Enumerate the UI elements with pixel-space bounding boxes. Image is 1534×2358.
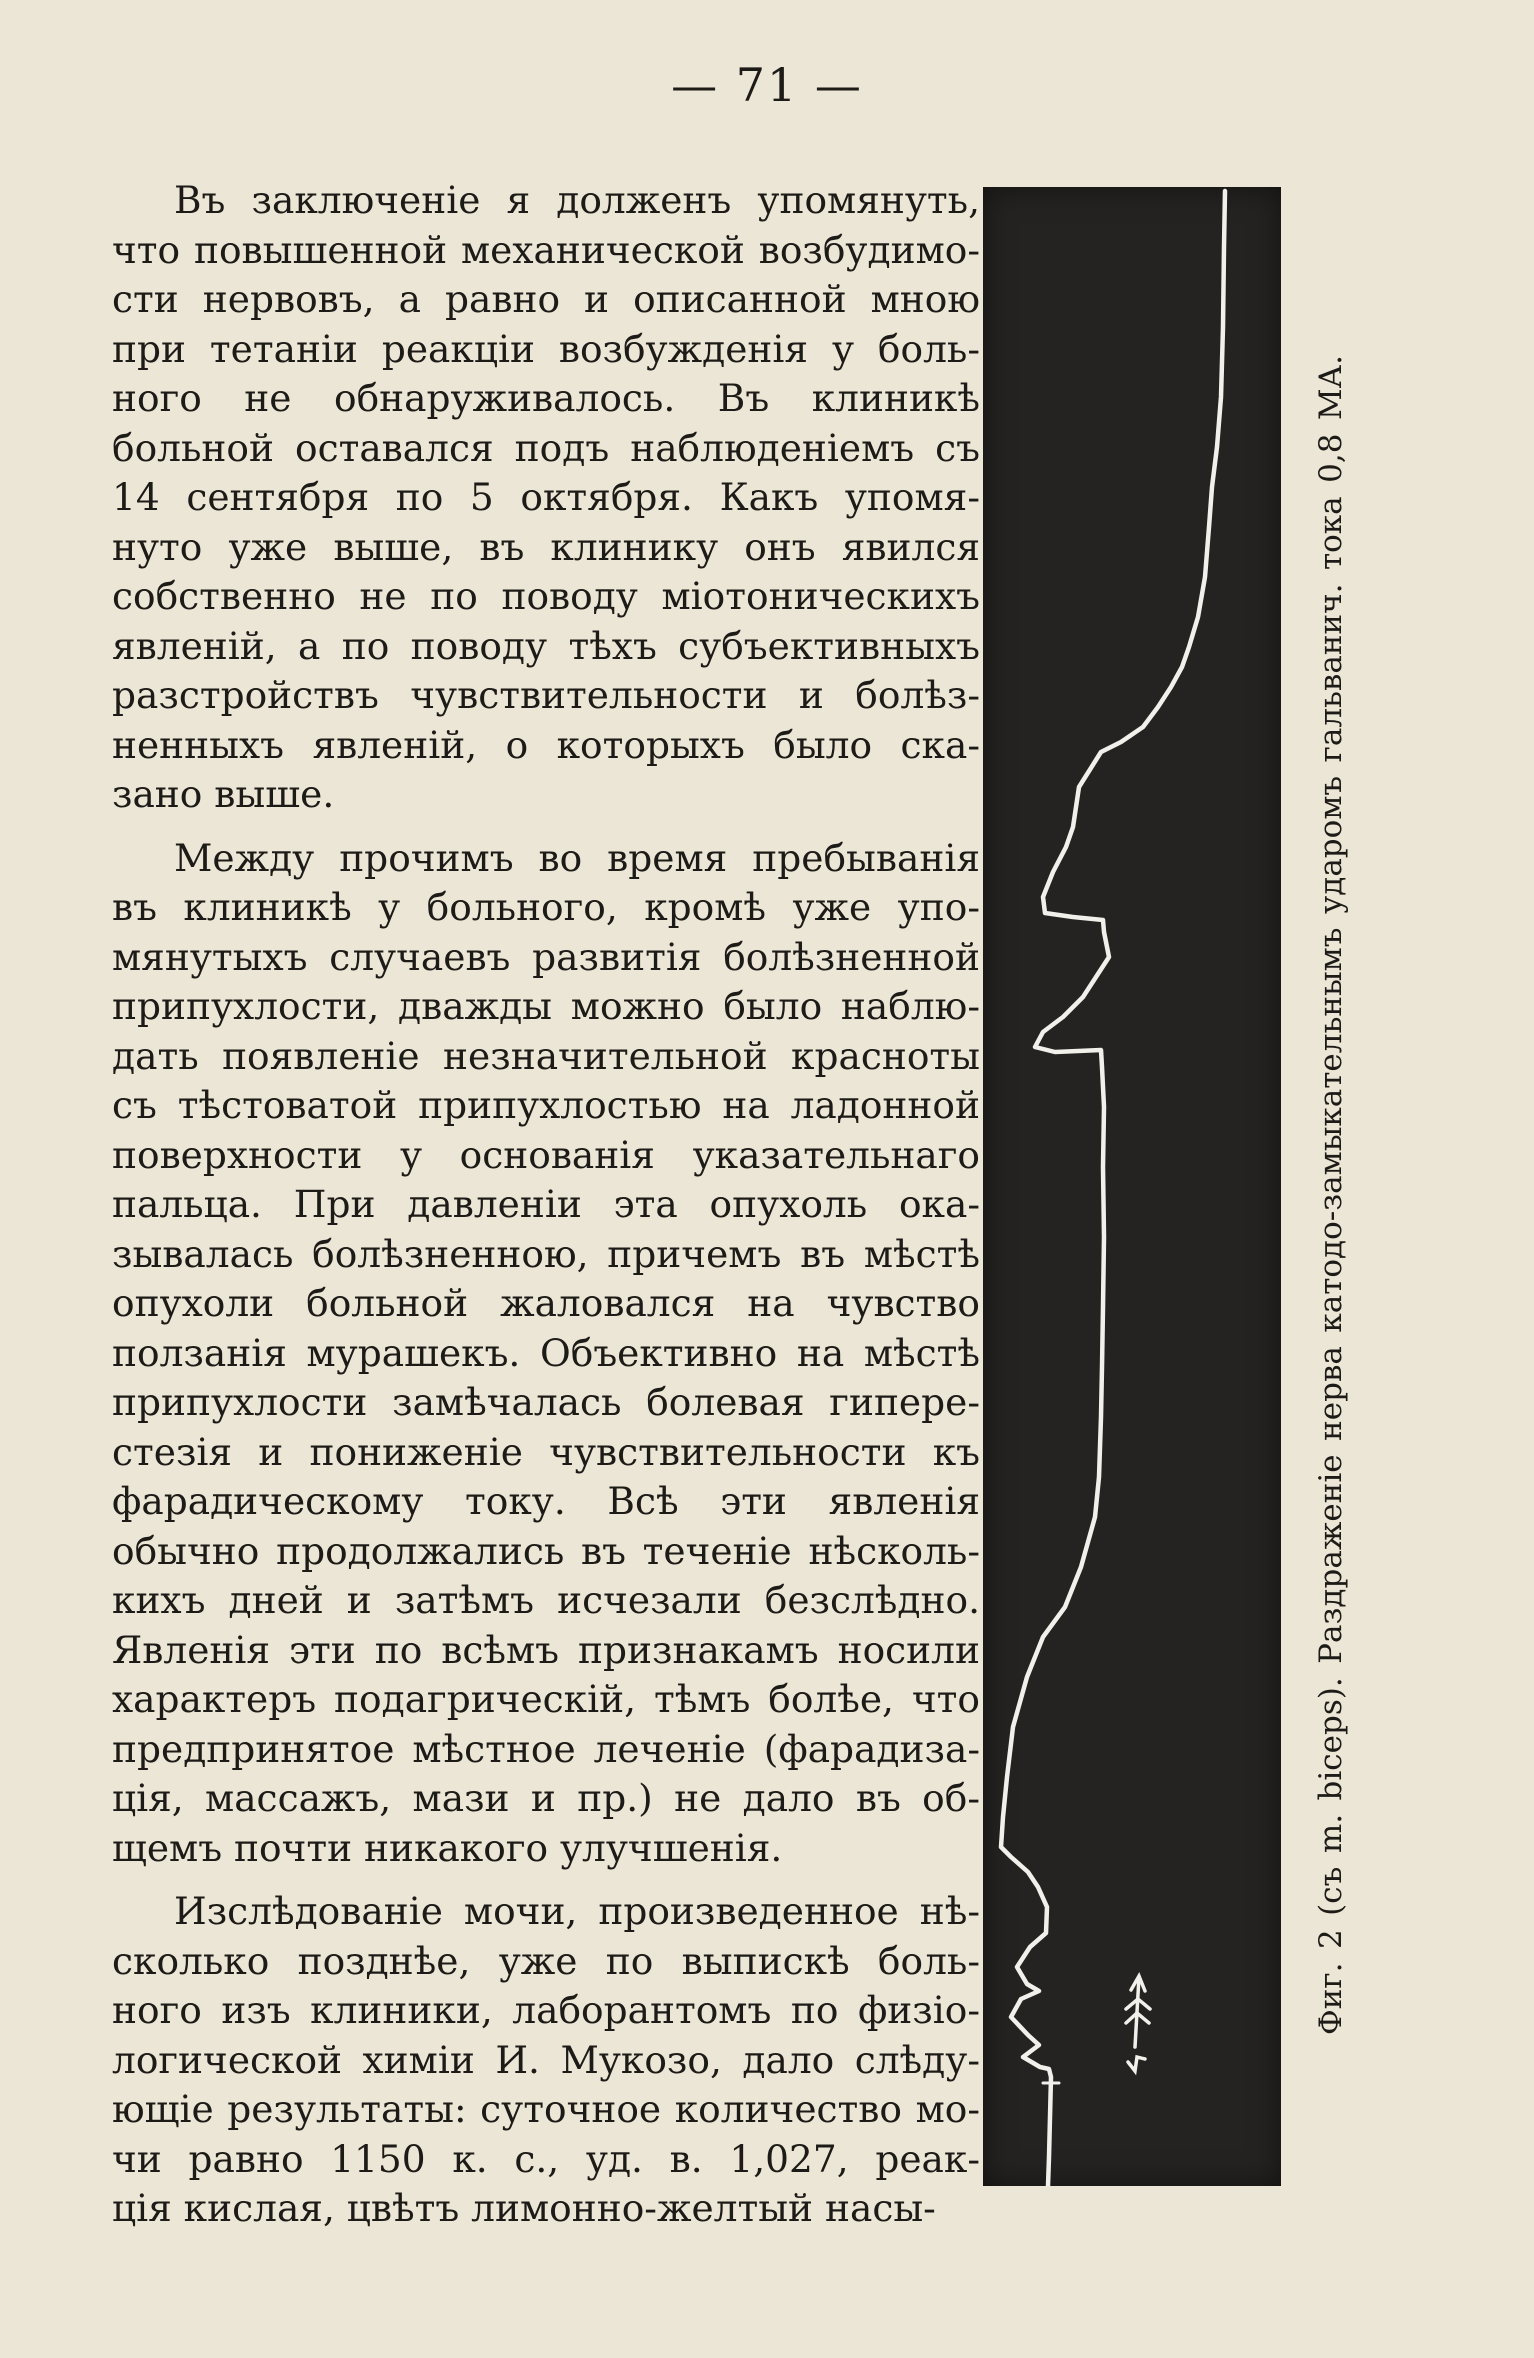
text-line: явленій, а по поводу тѣхъ субъективныхъ [112,623,980,668]
text-line: что повышенной механической возбудимо- [112,227,980,272]
myogram-figure [983,187,1281,2186]
text-line: Въ заключеніе я долженъ упомянуть, [174,178,980,222]
text-line: собственно не по поводу міотоническихъ [112,574,980,618]
text-line: ненныхъ явленій, о которыхъ было ска- [112,722,980,767]
text-line: характеръ подагрическій, тѣмъ болѣе, что [112,1677,980,1721]
text-line: обычно продолжались въ теченіе нѣсколь- [112,1528,980,1573]
text-line: припухлости замѣчалась болевая гипере- [112,1380,980,1424]
text-line: ющіе результаты: суточное количество мо- [112,2087,980,2131]
text-line: при тетаніи реакціи возбужденія у боль- [112,326,980,371]
text-line: стезія и пониженіе чувствительности къ [112,1429,980,1474]
text-line: зывалась болѣзненною, причемъ въ мѣстѣ [112,1231,980,1276]
paragraph [112,834,980,1874]
text-line: логической химіи И. Мукозо, дало слѣду- [112,2037,980,2082]
text-line: сти нервовъ, а равно и описанной мною [112,277,980,321]
figure-caption: Фиг. 2 (съ m. biceps). Раздраженіе нерва катодо-замыкательнымъ ударомъ гальванич. тока 0,8 МА. [1313,355,1349,2035]
text-line: фарадическому току. Всѣ эти явленія [112,1479,980,1523]
text-line: нуто уже выше, въ клинику онъ явился [112,524,980,569]
paragraph-gap [112,1873,980,1887]
page-number: — 71 — [671,58,863,112]
text-line: ція кислая, цвѣтъ лимонно-желтый насы- [112,2186,936,2230]
paragraph-gap [112,820,980,834]
text-line: припухлости, дважды можно было наблю- [112,984,980,1028]
text-line: Между прочимъ во время пребыванія [174,835,980,880]
body-text [112,176,980,2234]
text-line: щемъ почти никакого улучшенія. [112,1825,783,1870]
text-line: ползанія мурашекъ. Объективно на мѣстѣ [112,1330,980,1375]
upward-arrow-icon [1126,1976,1150,2071]
text-line: ного изъ клиники, лаборантомъ по физіо- [112,1988,980,2032]
text-line: въ клиникѣ у больного, кромѣ уже упо- [112,885,980,929]
text-line: опухоли больной жаловался на чувство [112,1281,980,1325]
text-line: поверхности у основанія указательнаго [112,1132,980,1177]
text-line: 14 сентября по 5 октября. Какъ упомя- [112,475,980,519]
paragraph [112,176,980,820]
text-line: Явленія эти по всѣмъ признакамъ носили [112,1627,980,1672]
text-line: съ тѣстоватой припухлостью на ладонной [112,1083,980,1127]
text-line: зано выше. [112,772,335,816]
text-line: дать появленіе незначительной красноты [112,1033,980,1078]
text-line: пальца. При давленіи эта опухоль ока- [112,1182,980,1226]
myogram-trace-svg [983,187,1281,2186]
text-line: больной оставался подъ наблюденіемъ съ [112,425,980,470]
figure-caption-container [1305,355,1357,2035]
text-line: ного не обнаруживалось. Въ клиникѣ [112,376,980,420]
text-line: мянутыхъ случаевъ развитія болѣзненной [112,934,980,979]
text-line: Изслѣдованіе мочи, произведенное нѣ- [174,1889,980,1933]
text-line: ція, массажъ, мази и пр.) не дало въ об- [112,1776,980,1820]
paragraph [112,1887,980,2234]
text-line: разстройствъ чувствительности и болѣз- [112,673,980,717]
text-line: предпринятое мѣстное леченіе (фарадиза- [112,1726,980,1771]
text-line: чи равно 1150 к. с., уд. в. 1,027, реак- [112,2136,980,2181]
text-line: сколько позднѣе, уже по выпискѣ боль- [112,1938,980,1983]
text-line: кихъ дней и затѣмъ исчезали безслѣдно. [112,1578,980,1622]
myogram-trace [1001,191,1225,2186]
